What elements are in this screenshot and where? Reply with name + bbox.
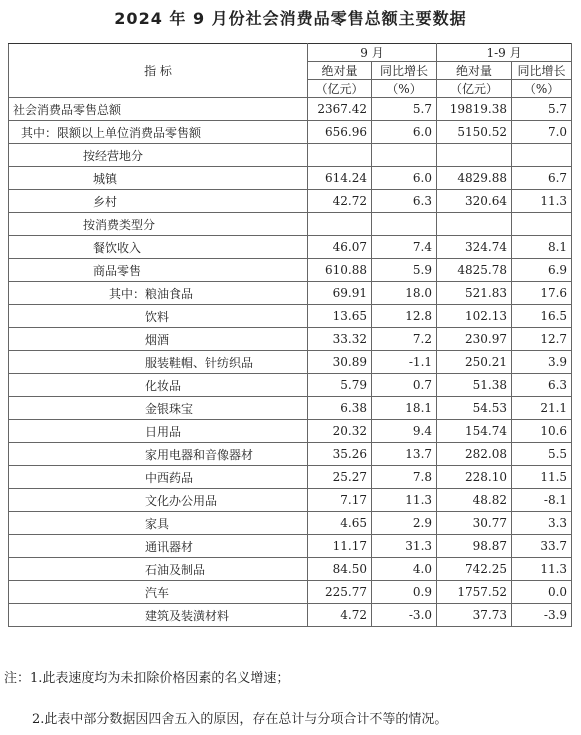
table-row	[9, 259, 572, 282]
ytd-yoy-growth: 8.1	[512, 236, 572, 259]
ytd-abs-value: 230.97	[437, 328, 512, 351]
ytd-yoy-growth: 5.5	[512, 443, 572, 466]
ytd-yoy-growth: -3.9	[512, 604, 572, 627]
ytd-yoy-growth: 11.3	[512, 190, 572, 213]
ytd-abs-value	[437, 144, 512, 167]
sept-yoy-growth: 31.3	[372, 535, 437, 558]
row-label: 其中：限额以上单位消费品零售额	[9, 121, 308, 144]
table-row	[9, 167, 572, 190]
ytd-abs-value: 98.87	[437, 535, 512, 558]
ytd-abs-value: 320.64	[437, 190, 512, 213]
table-row	[9, 489, 572, 512]
table-row	[9, 443, 572, 466]
table-body	[9, 98, 572, 627]
table-row	[9, 558, 572, 581]
ytd-abs-value: 5150.52	[437, 121, 512, 144]
sept-abs-value: 4.72	[308, 604, 372, 627]
sept-yoy-growth: 0.9	[372, 581, 437, 604]
sept-abs-value: 84.50	[308, 558, 372, 581]
table-row	[9, 535, 572, 558]
unit-abs-header: （亿元）	[308, 80, 372, 98]
row-label: 乡村	[9, 190, 308, 213]
ytd-abs-value: 51.38	[437, 374, 512, 397]
ytd-yoy-growth: 7.0	[512, 121, 572, 144]
yoy-header: 同比增长	[512, 62, 572, 80]
sept-abs-value: 42.72	[308, 190, 372, 213]
sept-abs-value: 69.91	[308, 282, 372, 305]
ytd-abs-value: 30.77	[437, 512, 512, 535]
ytd-yoy-growth: 3.9	[512, 351, 572, 374]
ytd-yoy-growth: 12.7	[512, 328, 572, 351]
ytd-abs-value: 4825.78	[437, 259, 512, 282]
table-row	[9, 236, 572, 259]
table-row	[9, 190, 572, 213]
row-label: 石油及制品	[9, 558, 308, 581]
sept-abs-value: 5.79	[308, 374, 372, 397]
ytd-abs-value: 4829.88	[437, 167, 512, 190]
sept-abs-value: 225.77	[308, 581, 372, 604]
unit-yoy-header: （%）	[512, 80, 572, 98]
sept-abs-value: 4.65	[308, 512, 372, 535]
row-label: 城镇	[9, 167, 308, 190]
row-label: 汽车	[9, 581, 308, 604]
sept-yoy-growth: 7.4	[372, 236, 437, 259]
period-1-header: 9 月	[308, 44, 437, 62]
table-row	[9, 144, 572, 167]
table-row	[9, 282, 572, 305]
page-title: 2024 年 9 月份社会消费品零售总额主要数据	[114, 9, 467, 28]
period-2-header: 1-9 月	[437, 44, 572, 62]
row-label: 按消费类型分	[9, 213, 308, 236]
sept-yoy-growth: 5.9	[372, 259, 437, 282]
ytd-abs-value: 1757.52	[437, 581, 512, 604]
table-row	[9, 581, 572, 604]
unit-yoy-header: （%）	[372, 80, 437, 98]
row-label: 其中：粮油食品	[9, 282, 308, 305]
abs-value-header: 绝对量	[437, 62, 512, 80]
sept-yoy-growth: -3.0	[372, 604, 437, 627]
sept-abs-value: 614.24	[308, 167, 372, 190]
ytd-yoy-growth: 6.7	[512, 167, 572, 190]
table-row	[9, 121, 572, 144]
ytd-yoy-growth: 0.0	[512, 581, 572, 604]
sept-abs-value: 35.26	[308, 443, 372, 466]
ytd-yoy-growth: -8.1	[512, 489, 572, 512]
ytd-abs-value: 154.74	[437, 420, 512, 443]
ytd-yoy-growth: 11.3	[512, 558, 572, 581]
sept-yoy-growth: 2.9	[372, 512, 437, 535]
ytd-abs-value: 102.13	[437, 305, 512, 328]
sept-yoy-growth: 18.0	[372, 282, 437, 305]
table-row	[9, 420, 572, 443]
ytd-abs-value: 282.08	[437, 443, 512, 466]
row-label: 家具	[9, 512, 308, 535]
table-row	[9, 213, 572, 236]
row-label: 通讯器材	[9, 535, 308, 558]
sept-abs-value: 656.96	[308, 121, 372, 144]
ytd-yoy-growth	[512, 213, 572, 236]
ytd-yoy-growth: 10.6	[512, 420, 572, 443]
footnote-1: 注：1.此表速度均为未扣除价格因素的名义增速；	[4, 671, 290, 686]
sept-yoy-growth: 5.7	[372, 98, 437, 121]
row-label: 饮料	[9, 305, 308, 328]
ytd-yoy-growth: 16.5	[512, 305, 572, 328]
table-row	[9, 512, 572, 535]
ytd-yoy-growth: 6.3	[512, 374, 572, 397]
sept-abs-value: 13.65	[308, 305, 372, 328]
row-label: 化妆品	[9, 374, 308, 397]
sept-abs-value: 20.32	[308, 420, 372, 443]
sept-yoy-growth: 4.0	[372, 558, 437, 581]
row-label: 商品零售	[9, 259, 308, 282]
sept-abs-value	[308, 144, 372, 167]
sept-abs-value	[308, 213, 372, 236]
sept-yoy-growth: 6.0	[372, 121, 437, 144]
ytd-yoy-growth: 21.1	[512, 397, 572, 420]
sept-abs-value: 11.17	[308, 535, 372, 558]
ytd-abs-value: 228.10	[437, 466, 512, 489]
sept-yoy-growth: 9.4	[372, 420, 437, 443]
table-row	[9, 374, 572, 397]
sept-yoy-growth	[372, 213, 437, 236]
ytd-yoy-growth: 3.3	[512, 512, 572, 535]
sept-yoy-growth: 12.8	[372, 305, 437, 328]
sept-abs-value: 7.17	[308, 489, 372, 512]
row-label: 文化办公用品	[9, 489, 308, 512]
table-row	[9, 305, 572, 328]
unit-abs-header: （亿元）	[437, 80, 512, 98]
table-row	[9, 351, 572, 374]
row-label: 餐饮收入	[9, 236, 308, 259]
ytd-yoy-growth: 6.9	[512, 259, 572, 282]
ytd-yoy-growth: 17.6	[512, 282, 572, 305]
ytd-abs-value: 54.53	[437, 397, 512, 420]
sept-abs-value: 25.27	[308, 466, 372, 489]
yoy-header: 同比增长	[372, 62, 437, 80]
row-label: 家用电器和音像器材	[9, 443, 308, 466]
ytd-abs-value: 19819.38	[437, 98, 512, 121]
sept-abs-value: 46.07	[308, 236, 372, 259]
ytd-abs-value: 37.73	[437, 604, 512, 627]
footnote-2: 2.此表中部分数据因四舍五入的原因，存在总计与分项合计不等的情况。	[32, 712, 448, 727]
abs-value-header: 绝对量	[308, 62, 372, 80]
ytd-abs-value: 742.25	[437, 558, 512, 581]
sept-yoy-growth	[372, 144, 437, 167]
table-row	[9, 466, 572, 489]
table-row	[9, 328, 572, 351]
sept-yoy-growth: -1.1	[372, 351, 437, 374]
row-label: 中西药品	[9, 466, 308, 489]
row-label: 社会消费品零售总额	[9, 98, 308, 121]
sept-abs-value: 6.38	[308, 397, 372, 420]
row-label: 服装鞋帽、针纺织品	[9, 351, 308, 374]
ytd-abs-value: 250.21	[437, 351, 512, 374]
ytd-yoy-growth: 11.5	[512, 466, 572, 489]
sept-yoy-growth: 7.2	[372, 328, 437, 351]
sept-abs-value: 610.88	[308, 259, 372, 282]
row-label: 金银珠宝	[9, 397, 308, 420]
sept-yoy-growth: 6.0	[372, 167, 437, 190]
sept-abs-value: 2367.42	[308, 98, 372, 121]
retail-sales-table	[8, 43, 572, 627]
sept-yoy-growth: 11.3	[372, 489, 437, 512]
ytd-yoy-growth: 5.7	[512, 98, 572, 121]
sept-yoy-growth: 6.3	[372, 190, 437, 213]
ytd-yoy-growth	[512, 144, 572, 167]
row-label: 建筑及装潢材料	[9, 604, 308, 627]
sept-yoy-growth: 7.8	[372, 466, 437, 489]
sept-yoy-growth: 0.7	[372, 374, 437, 397]
table-row	[9, 397, 572, 420]
row-label: 按经营地分	[9, 144, 308, 167]
ytd-abs-value: 48.82	[437, 489, 512, 512]
sept-yoy-growth: 13.7	[372, 443, 437, 466]
sept-abs-value: 33.32	[308, 328, 372, 351]
row-label: 烟酒	[9, 328, 308, 351]
ytd-abs-value: 324.74	[437, 236, 512, 259]
sept-yoy-growth: 18.1	[372, 397, 437, 420]
ytd-abs-value: 521.83	[437, 282, 512, 305]
ytd-abs-value	[437, 213, 512, 236]
ytd-yoy-growth: 33.7	[512, 535, 572, 558]
table-row	[9, 604, 572, 627]
sept-abs-value: 30.89	[308, 351, 372, 374]
indicator-header: 指 标	[9, 44, 308, 98]
table-row	[9, 98, 572, 121]
row-label: 日用品	[9, 420, 308, 443]
